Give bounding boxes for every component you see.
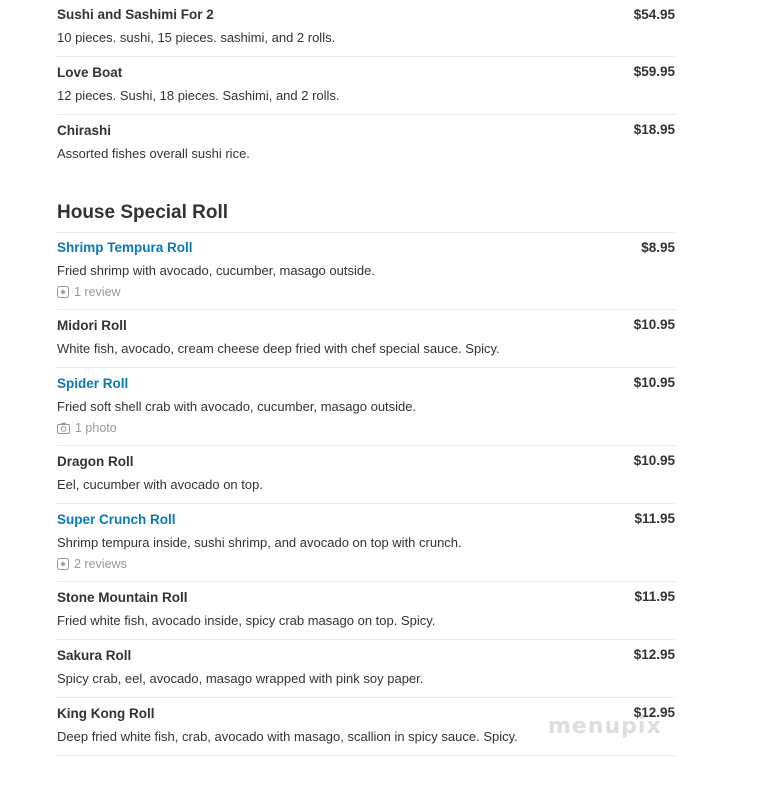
photo-count[interactable] xyxy=(57,421,675,435)
item-price: $11.95 xyxy=(634,511,675,526)
item-description: Assorted fishes overall sushi rice. xyxy=(57,146,250,161)
item-description: Shrimp tempura inside, sushi shrimp, and avocado on top with crunch. xyxy=(57,535,462,550)
menu xyxy=(57,0,675,756)
item-description: 12 pieces. Sushi, 18 pieces. Sashimi, and 2 rolls. xyxy=(57,88,340,103)
menu-item xyxy=(57,504,675,582)
watermark: menupix xyxy=(548,714,662,739)
item-name: Chirashi xyxy=(57,123,112,138)
item-name: Stone Mountain Roll xyxy=(57,590,188,605)
item-price: $11.95 xyxy=(634,589,675,604)
review-count[interactable] xyxy=(57,557,675,571)
item-name: Midori Roll xyxy=(57,318,127,333)
menu-item xyxy=(57,640,675,698)
item-price: $10.95 xyxy=(633,317,675,332)
menu-item xyxy=(57,582,675,640)
item-price: $10.95 xyxy=(633,375,675,390)
item-description: Eel, cucumber with avocado on top. xyxy=(57,477,263,492)
item-name: Love Boat xyxy=(57,65,123,80)
item-description: Deep fried white fish, crab, avocado with masago, scallion in spicy sauce. Spicy. xyxy=(57,729,518,744)
item-description: Spicy crab, eel, avocado, masago wrapped with pink soy paper. xyxy=(57,671,424,686)
item-price: $10.95 xyxy=(633,453,675,468)
item-description: Fried soft shell crab with avocado, cucumber, masago outside. xyxy=(57,399,417,414)
review-count-label: 2 reviews xyxy=(74,557,127,571)
item-description: Fried white fish, avocado inside, spicy crab masago on top. Spicy. xyxy=(57,613,436,628)
section-title: House Special Roll xyxy=(57,202,675,233)
menu-item xyxy=(57,57,675,115)
photo-count-label: 1 photo xyxy=(75,421,117,435)
review-count-label: 1 review xyxy=(74,285,121,299)
item-price: $54.95 xyxy=(633,7,675,22)
item-name-link[interactable]: Super Crunch Roll xyxy=(57,512,176,527)
item-name: King Kong Roll xyxy=(57,706,155,721)
review-icon xyxy=(57,286,69,298)
house-special-list xyxy=(57,233,675,756)
item-price: $8.95 xyxy=(641,240,675,255)
item-name-link[interactable]: Shrimp Tempura Roll xyxy=(57,240,193,255)
menu-item xyxy=(57,233,675,310)
item-price: $59.95 xyxy=(633,64,675,79)
item-description: White fish, avocado, cream cheese deep fried with chef special sauce. Spicy. xyxy=(57,341,500,356)
menu-top-items xyxy=(57,0,675,172)
review-count[interactable] xyxy=(57,285,675,299)
item-description: 10 pieces. sushi, 15 pieces. sashimi, and 2 rolls. xyxy=(57,30,336,45)
item-price: $18.95 xyxy=(633,122,675,137)
menu-item xyxy=(57,0,675,57)
item-name: Sushi and Sashimi For 2 xyxy=(57,7,214,22)
item-description: Fried shrimp with avocado, cucumber, masago outside. xyxy=(57,263,375,278)
menu-item xyxy=(57,446,675,504)
item-price: $12.95 xyxy=(633,647,675,662)
camera-icon xyxy=(57,422,70,434)
review-icon xyxy=(57,558,69,570)
menu-item xyxy=(57,115,675,172)
menu-item xyxy=(57,310,675,368)
item-name-link[interactable]: Spider Roll xyxy=(57,376,129,391)
item-name: Sakura Roll xyxy=(57,648,132,663)
item-price: $12.95 xyxy=(633,705,675,720)
menu-item xyxy=(57,368,675,446)
item-name: Dragon Roll xyxy=(57,454,134,469)
